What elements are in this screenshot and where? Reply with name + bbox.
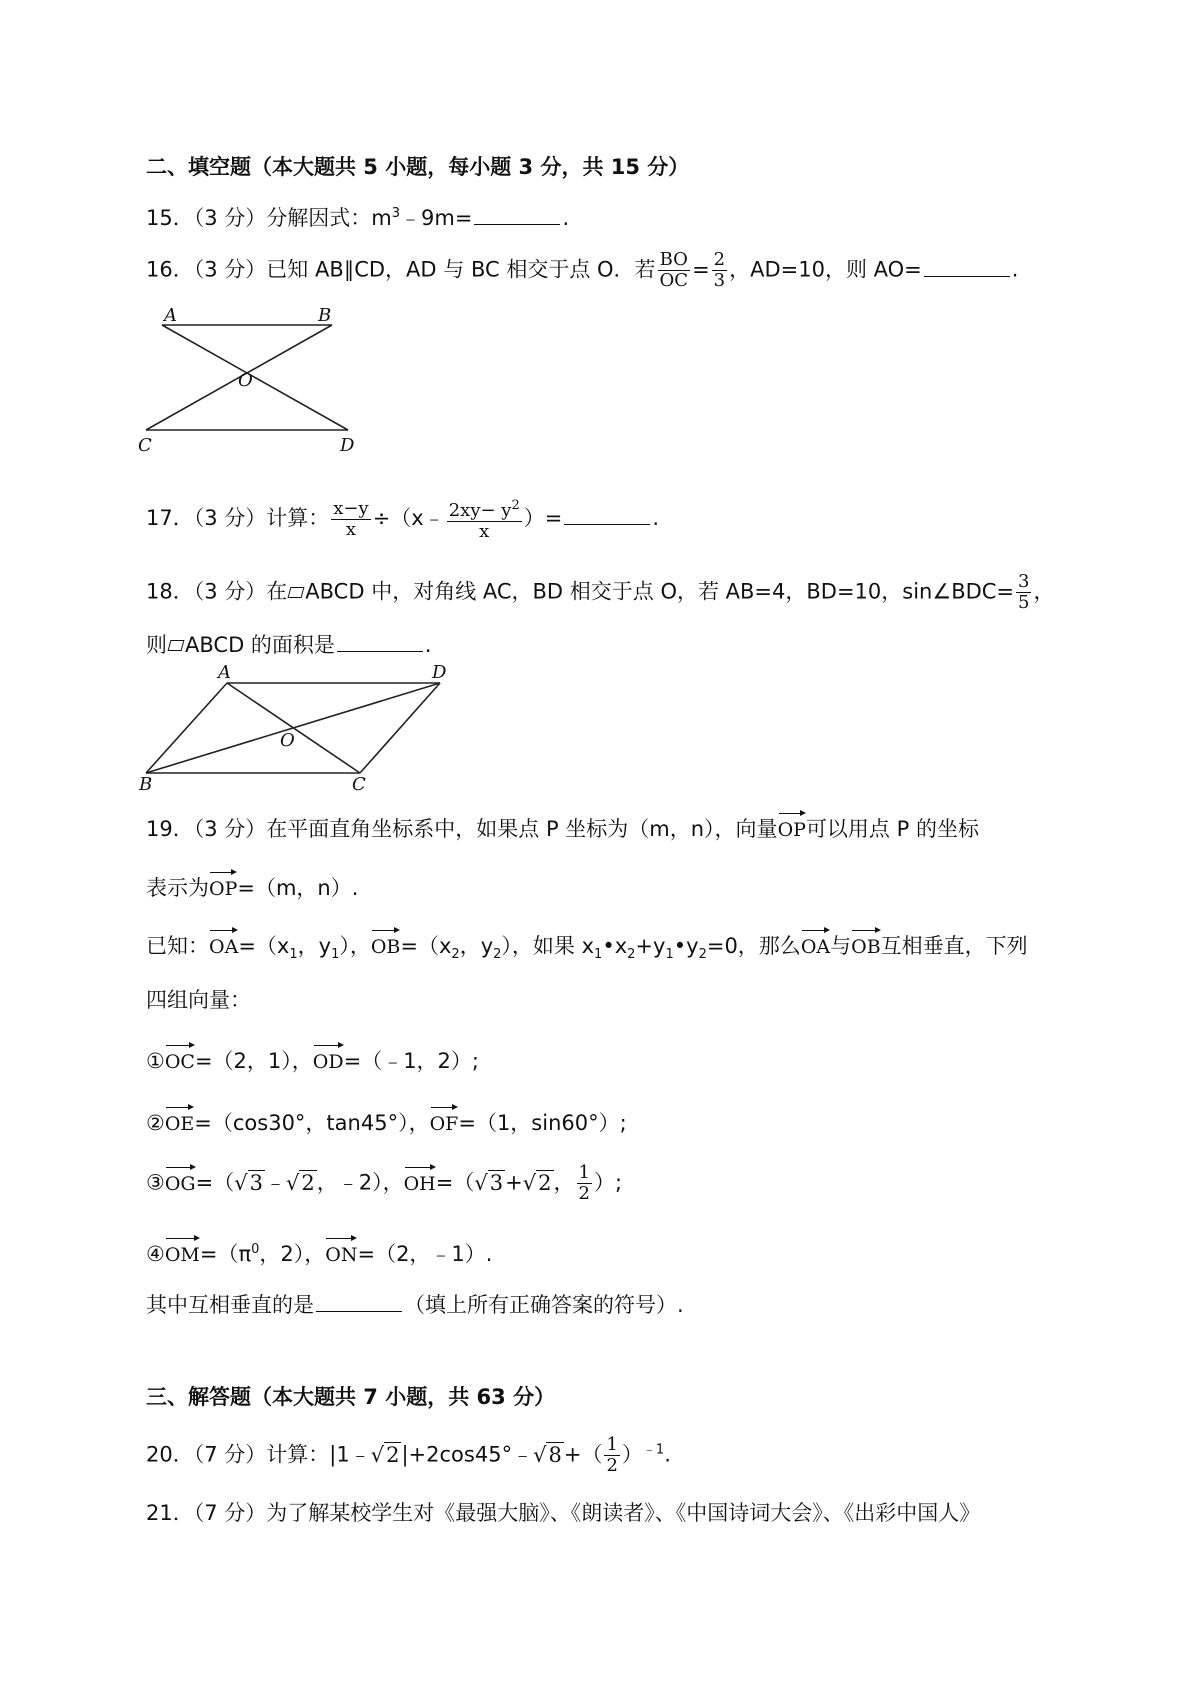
label-o: O xyxy=(280,730,295,751)
sqrt-8: √8 xyxy=(533,1442,562,1467)
fraction-2xy-minus-y2-over-x: $\frac{2xy- y^2}{x}$ xyxy=(448,498,520,542)
vector-oc: OC xyxy=(165,1043,195,1077)
question-19: 19．（3 分）在平面直角坐标系中，如果点 P 坐标为（m，n），向量OP可以用点 P 的坐标 xyxy=(146,811,979,845)
option-3: ③OG=（√3﹣√2，﹣2），OH=（√3+√2， $\frac{1}{2}$ ）; xyxy=(146,1162,623,1204)
question-19-line-3: 已知：$OA=(x_1$，$y_1$），$OB=(x_2$，$y_2$），如果 $x_1•x_2+y_1•y_2=0$，那么OA与OB互相垂直，下列 xyxy=(146,928,1028,970)
answer-blank xyxy=(316,1291,402,1312)
option-2: ②OE=（cos30°，tan45°），OF=（1，sin60°）; xyxy=(146,1105,627,1139)
sqrt-2: √2 xyxy=(522,1170,552,1195)
vector-on: ON xyxy=(325,1236,357,1270)
fraction-1-2: $\frac{1}{2}$ xyxy=(578,1162,590,1204)
question-19-line-2: 表示为OP=（m，n）. xyxy=(146,870,358,904)
label-d: D xyxy=(432,662,447,683)
segment-dc xyxy=(360,683,440,773)
question-19-prompt: 其中互相垂直的是 （填上所有正确答案的符号）. xyxy=(146,1293,684,1317)
label-a: A xyxy=(218,662,231,683)
parallelogram-symbol xyxy=(288,587,305,598)
label-o: O xyxy=(238,370,253,391)
label-b: B xyxy=(318,305,332,326)
vector-op: OP xyxy=(778,811,806,845)
vector-oh: OH xyxy=(404,1165,436,1199)
fraction-3-5: $\frac{3}{5}$ xyxy=(1018,571,1030,613)
diagonal-bd xyxy=(146,683,440,773)
vector-oa: OA xyxy=(209,928,238,962)
answer-blank xyxy=(337,631,423,652)
answer-blank xyxy=(924,256,1010,277)
sqrt-3: √3 xyxy=(474,1170,504,1195)
question-18: 18．（3 分）在 ABCD 中，对角线 AC，BD 相交于点 O，若 AB=4，BD=10，sin∠BDC= $\frac{3}{5}$ ， xyxy=(146,571,1055,613)
fraction-1-2: $\frac{1}{2}$ xyxy=(606,1434,618,1476)
fraction-bo-oc: $\frac{BO}{OC}$ xyxy=(659,249,689,291)
vector-of: OF xyxy=(430,1105,459,1139)
vector-og: OG xyxy=(165,1165,196,1199)
vector-ob: OB xyxy=(371,928,401,962)
question-15: 15．（3 分）分解因式：$m^3﹣9m=$ . xyxy=(146,206,570,230)
answer-blank xyxy=(474,204,560,225)
segment-ad xyxy=(162,325,348,430)
answer-blank xyxy=(564,504,650,525)
section-2-title: 二、填空题（本大题共 5 小题，每小题 3 分，共 15 分） xyxy=(146,155,690,179)
fraction-x-minus-y-over-x: $\frac{x-y}{x}$ xyxy=(333,497,369,540)
label-b: B xyxy=(139,774,153,795)
label-a: A xyxy=(164,305,177,326)
sqrt-2: √2 xyxy=(370,1442,400,1467)
vector-od: OD xyxy=(313,1043,344,1077)
question-20: 20．（7 分）计算：|1﹣√2|+2cos45°﹣√8+（ $\frac{1}{2}$ ）$^{﹣1}$. xyxy=(146,1434,671,1476)
sqrt-2: √2 xyxy=(285,1170,315,1195)
figure-q18-parallelogram xyxy=(140,663,460,793)
question-17: 17．（3 分）计算： $\frac{x-y}{x}$ ÷（x﹣ $\frac{2xy- y^2}{x}$ ）= . xyxy=(146,497,660,542)
sqrt-3: √3 xyxy=(234,1170,263,1195)
segment-ab xyxy=(146,683,227,773)
option-1: ①OC=（2，1），OD=（﹣1，2）; xyxy=(146,1043,479,1077)
option-4: $④OM=(\pi^0$，2），ON=（2，﹣1）. xyxy=(146,1235,492,1270)
question-16: 16．（3 分）已知 AB∥CD，AD 与 BC 相交于点 O．若 $\frac{BO}{OC}$ = $\frac{2}{3}$ ，AD=10，则 AO= . xyxy=(146,249,1019,291)
figure-q16-hourglass xyxy=(140,305,370,455)
vector-oe: OE xyxy=(165,1105,194,1139)
vector-oa: OA xyxy=(801,928,830,962)
parallelogram-symbol xyxy=(168,640,185,651)
label-d: D xyxy=(340,435,355,456)
fraction-2-3: $\frac{2}{3}$ xyxy=(713,249,726,291)
vector-op: OP xyxy=(209,870,237,904)
label-c: C xyxy=(352,774,366,795)
question-19-line-4: 四组向量： xyxy=(146,988,251,1012)
label-c: C xyxy=(138,435,152,456)
question-18-line-2: 则 ABCD 的面积是 . xyxy=(146,633,432,657)
section-3-title: 三、解答题（本大题共 7 小题，共 63 分） xyxy=(146,1385,556,1409)
vector-om: OM xyxy=(165,1236,200,1270)
vector-ob: OB xyxy=(851,928,881,962)
question-21: 21．（7 分）为了解某校学生对《最强大脑》、《朗读者》、《中国诗词大会》、《出彩中国人》 xyxy=(146,1501,981,1525)
